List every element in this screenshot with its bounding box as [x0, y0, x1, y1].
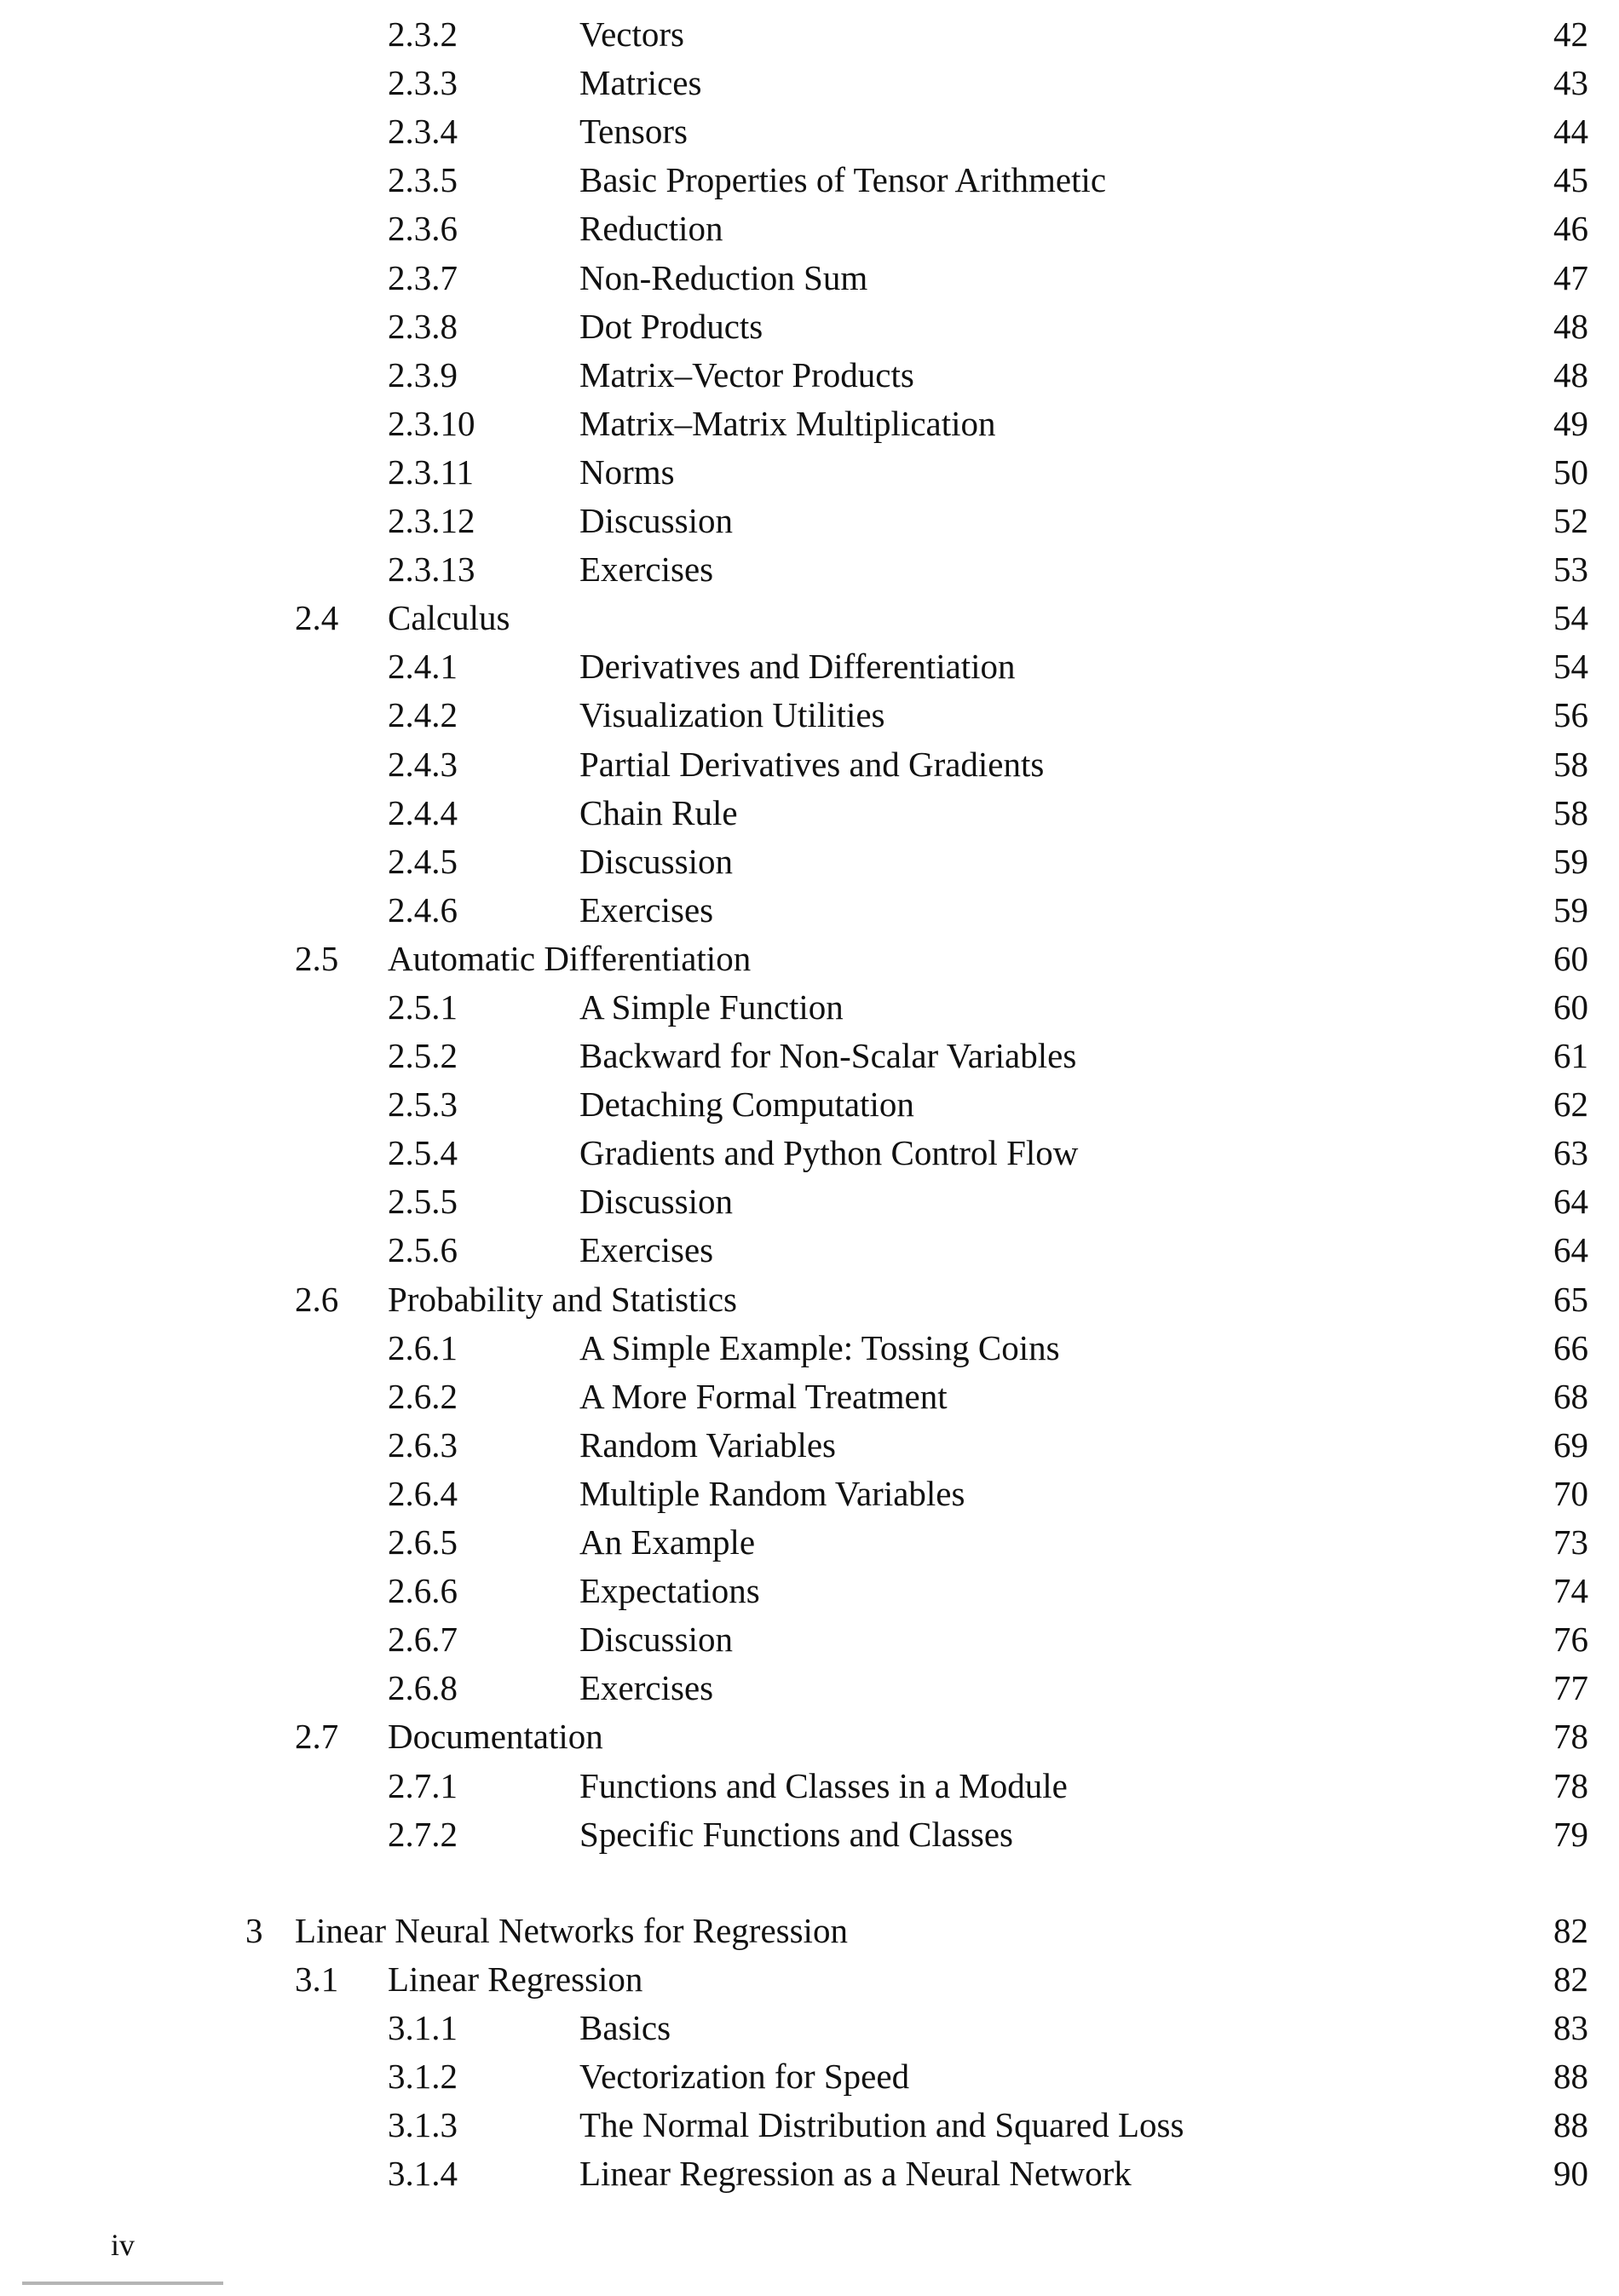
- toc-entry-number: 2.3.8: [388, 307, 458, 346]
- footer-rule: [22, 2282, 223, 2285]
- toc-entry-page: 88: [1553, 2057, 1588, 2096]
- toc-subsection-entry[interactable]: [0, 1226, 1619, 1275]
- toc-entry-title: Tensors: [579, 112, 688, 151]
- toc-subsection-entry[interactable]: [0, 2052, 1619, 2101]
- toc-entry-page: 47: [1553, 258, 1588, 297]
- toc-entry-page: 58: [1553, 793, 1588, 832]
- toc-entry-title: Discussion: [579, 1182, 733, 1221]
- toc-entry-page: 52: [1553, 501, 1588, 540]
- toc-subsection-entry[interactable]: [0, 400, 1619, 448]
- toc-entry-title: Basics: [579, 2008, 671, 2047]
- toc-entry-page: 60: [1553, 939, 1588, 978]
- toc-entry-number: 2.6.8: [388, 1668, 458, 1707]
- toc-entry-number: 2.4.6: [388, 890, 458, 929]
- toc-subsection-entry[interactable]: [0, 351, 1619, 400]
- toc-section-entry[interactable]: [0, 1955, 1619, 2004]
- toc-entry-title: Exercises: [579, 1668, 714, 1707]
- toc-entry-number: 3.1.3: [388, 2105, 458, 2144]
- toc-entry-page: 46: [1553, 209, 1588, 248]
- toc-subsection-entry[interactable]: [0, 2149, 1619, 2198]
- toc-entry-page: 66: [1553, 1328, 1588, 1367]
- toc-entry-title: Matrices: [579, 63, 702, 102]
- toc-entry-title: Specific Functions and Classes: [579, 1815, 1014, 1854]
- toc-entry-title: Discussion: [579, 501, 733, 540]
- toc-subsection-entry[interactable]: [0, 1080, 1619, 1129]
- toc-entry-number: 2.6.5: [388, 1522, 458, 1562]
- toc-entry-number: 2.6.2: [388, 1377, 458, 1416]
- toc-section-entry[interactable]: [0, 594, 1619, 642]
- toc-section-entry[interactable]: [0, 935, 1619, 983]
- toc-entry-number: 3.1.2: [388, 2057, 458, 2096]
- toc-entry-title: Vectorization for Speed: [579, 2057, 910, 2096]
- toc-entry-page: 59: [1553, 842, 1588, 881]
- toc-subsection-entry[interactable]: [0, 1177, 1619, 1226]
- toc-entry-title: Discussion: [579, 842, 733, 881]
- toc-section-entry[interactable]: [0, 1275, 1619, 1324]
- toc-entry-title: Multiple Random Variables: [579, 1474, 965, 1513]
- toc-entry-page: 76: [1553, 1620, 1588, 1659]
- toc-entry-title: Linear Neural Networks for Regression: [295, 1911, 848, 1950]
- toc-entry-page: 78: [1553, 1717, 1588, 1756]
- toc-entry-title: A More Formal Treatment: [579, 1377, 948, 1416]
- toc-entry-page: 82: [1553, 1911, 1588, 1950]
- toc-entry-page: 58: [1553, 745, 1588, 784]
- toc-entry-number: 2.3.12: [388, 501, 475, 540]
- toc-entry-title: Discussion: [579, 1620, 733, 1659]
- toc-entry-number: 2.3.13: [388, 550, 475, 589]
- toc-subsection-entry[interactable]: [0, 302, 1619, 351]
- toc-entry-number: 2.5: [295, 939, 339, 978]
- toc-entry-page: 82: [1553, 1959, 1588, 1999]
- toc-subsection-entry[interactable]: [0, 1129, 1619, 1177]
- toc-entry-number: 3.1.4: [388, 2154, 458, 2193]
- toc-subsection-entry[interactable]: [0, 1664, 1619, 1712]
- toc-subsection-entry[interactable]: [0, 1372, 1619, 1421]
- toc-entry-number: 2.5.4: [388, 1133, 458, 1172]
- toc-entry-title: Calculus: [388, 598, 510, 637]
- toc-subsection-entry[interactable]: [0, 1518, 1619, 1567]
- toc-entry-page: 70: [1553, 1474, 1588, 1513]
- toc-subsection-entry[interactable]: [0, 1567, 1619, 1615]
- toc-entry-page: 77: [1553, 1668, 1588, 1707]
- toc-entry-number: 2.3.6: [388, 209, 458, 248]
- toc-subsection-entry[interactable]: [0, 1615, 1619, 1664]
- toc-entry-page: 60: [1553, 987, 1588, 1027]
- toc-entry-title: Exercises: [579, 550, 714, 589]
- toc-subsection-entry[interactable]: [0, 1421, 1619, 1470]
- toc-entry-page: 74: [1553, 1571, 1588, 1610]
- toc-entry-page: 56: [1553, 695, 1588, 734]
- toc-entry-title: The Normal Distribution and Squared Loss: [579, 2105, 1184, 2144]
- toc-entry-title: Reduction: [579, 209, 723, 248]
- toc-entry-number: 2.3.4: [388, 112, 458, 151]
- toc-entry-number: 2.6.6: [388, 1571, 458, 1610]
- toc-chapter-entry[interactable]: [0, 1907, 1619, 1955]
- toc-entry-number: 2.5.6: [388, 1230, 458, 1269]
- toc-entry-number: 2.6: [295, 1280, 339, 1319]
- toc-entry-number: 2.4: [295, 598, 339, 637]
- toc-entry-number: 2.4.4: [388, 793, 458, 832]
- toc-subsection-entry[interactable]: [0, 10, 1619, 59]
- toc-subsection-entry[interactable]: [0, 448, 1619, 497]
- toc-entry-title: Functions and Classes in a Module: [579, 1766, 1068, 1805]
- toc-entry-title: Derivatives and Differentiation: [579, 647, 1016, 686]
- toc-subsection-entry[interactable]: [0, 107, 1619, 156]
- toc-entry-title: Detaching Computation: [579, 1085, 914, 1124]
- toc-entry-number: 2.5.2: [388, 1036, 458, 1075]
- toc-entry-title: A Simple Example: Tossing Coins: [579, 1328, 1060, 1367]
- toc-subsection-entry[interactable]: [0, 59, 1619, 107]
- toc-entry-page: 43: [1553, 63, 1588, 102]
- toc-entry-page: 48: [1553, 355, 1588, 394]
- toc-entry-page: 73: [1553, 1522, 1588, 1562]
- toc-entry-page: 45: [1553, 160, 1588, 199]
- toc-subsection-entry[interactable]: [0, 545, 1619, 594]
- toc-entry-number: 2.3.10: [388, 404, 475, 443]
- toc-entry-title: Random Variables: [579, 1425, 836, 1464]
- toc-entry-page: 64: [1553, 1230, 1588, 1269]
- toc-subsection-entry[interactable]: [0, 1032, 1619, 1080]
- toc-entry-number: 2.4.1: [388, 647, 458, 686]
- toc-entry-title: Visualization Utilities: [579, 695, 885, 734]
- toc-entry-title: Partial Derivatives and Gradients: [579, 745, 1045, 784]
- toc-entry-page: 59: [1553, 890, 1588, 929]
- toc-entry-number: 2.4.5: [388, 842, 458, 881]
- toc-subsection-entry[interactable]: [0, 886, 1619, 935]
- toc-entry-number: 2.5.3: [388, 1085, 458, 1124]
- toc-entry-page: 78: [1553, 1766, 1588, 1805]
- toc-entry-title: Exercises: [579, 1230, 714, 1269]
- toc-entry-number: 2.3.5: [388, 160, 458, 199]
- toc-entry-title: Matrix–Vector Products: [579, 355, 914, 394]
- toc-subsection-entry[interactable]: [0, 837, 1619, 886]
- toc-entry-title: Expectations: [579, 1571, 760, 1610]
- toc-subsection-entry[interactable]: [0, 2004, 1619, 2052]
- toc-entry-number: 2.5.1: [388, 987, 458, 1027]
- toc-entry-number: 2.6.4: [388, 1474, 458, 1513]
- toc-entry-title: Chain Rule: [579, 793, 738, 832]
- toc-entry-number: 2.7: [295, 1717, 339, 1756]
- toc-entry-page: 90: [1553, 2154, 1588, 2193]
- toc-entry-number: 2.4.3: [388, 745, 458, 784]
- toc-entry-number: 2.7.2: [388, 1815, 458, 1854]
- toc-entry-page: 64: [1553, 1182, 1588, 1221]
- toc-entry-page: 69: [1553, 1425, 1588, 1464]
- toc-entry-number: 2.3.11: [388, 452, 474, 492]
- toc-entry-page: 48: [1553, 307, 1588, 346]
- toc-subsection-entry[interactable]: [0, 156, 1619, 204]
- toc-entry-title: Gradients and Python Control Flow: [579, 1133, 1079, 1172]
- toc-subsection-entry[interactable]: [0, 1762, 1619, 1810]
- toc-entry-page: 63: [1553, 1133, 1588, 1172]
- toc-entry-number: 2.3.9: [388, 355, 458, 394]
- toc-entry-page: 79: [1553, 1815, 1588, 1854]
- toc-entry-title: Non-Reduction Sum: [579, 258, 868, 297]
- toc-entry-title: Automatic Differentiation: [388, 939, 752, 978]
- toc-entry-page: 44: [1553, 112, 1588, 151]
- toc-entry-page: 62: [1553, 1085, 1588, 1124]
- toc-entry-title: Backward for Non-Scalar Variables: [579, 1036, 1077, 1075]
- toc-entry-title: Vectors: [579, 14, 684, 54]
- toc-entry-number: 2.4.2: [388, 695, 458, 734]
- toc-subsection-entry[interactable]: [0, 1810, 1619, 1859]
- toc-entry-page: 54: [1553, 598, 1588, 637]
- toc-entry-title: Linear Regression: [388, 1959, 643, 1999]
- toc-subsection-entry[interactable]: [0, 1324, 1619, 1372]
- toc-entry-title: An Example: [579, 1522, 756, 1562]
- toc-entry-number: 3.1: [295, 1959, 339, 1999]
- toc-entry-title: Linear Regression as a Neural Network: [579, 2154, 1132, 2193]
- toc-entry-title: Documentation: [388, 1717, 603, 1756]
- toc-subsection-entry[interactable]: [0, 204, 1619, 253]
- toc-entry-title: Exercises: [579, 890, 714, 929]
- toc-entry-page: 53: [1553, 550, 1588, 589]
- toc-entry-number: 3: [245, 1911, 263, 1950]
- toc-entry-page: 50: [1553, 452, 1588, 492]
- toc-entry-page: 42: [1553, 14, 1588, 54]
- toc-entry-number: 3.1.1: [388, 2008, 458, 2047]
- toc-subsection-entry[interactable]: [0, 740, 1619, 789]
- toc-entry-number: 2.3.7: [388, 258, 458, 297]
- toc-entry-page: 61: [1553, 1036, 1588, 1075]
- toc-entry-page: 54: [1553, 647, 1588, 686]
- page-number: iv: [111, 2228, 135, 2262]
- toc-entry-number: 2.3.2: [388, 14, 458, 54]
- toc-entry-title: Basic Properties of Tensor Arithmetic: [579, 160, 1107, 199]
- toc-subsection-entry[interactable]: [0, 691, 1619, 739]
- toc-entry-title: A Simple Function: [579, 987, 844, 1027]
- toc-entry-number: 2.5.5: [388, 1182, 458, 1221]
- toc-entry-page: 65: [1553, 1280, 1588, 1319]
- toc-subsection-entry[interactable]: [0, 497, 1619, 545]
- toc-entry-number: 2.6.7: [388, 1620, 458, 1659]
- toc-entry-title: Norms: [579, 452, 675, 492]
- toc-subsection-entry[interactable]: [0, 789, 1619, 837]
- toc-subsection-entry[interactable]: [0, 1470, 1619, 1518]
- toc-subsection-entry[interactable]: [0, 2101, 1619, 2149]
- toc-section-entry[interactable]: [0, 1712, 1619, 1761]
- toc-entry-title: Matrix–Matrix Multiplication: [579, 404, 996, 443]
- toc-entry-page: 49: [1553, 404, 1588, 443]
- toc-subsection-entry[interactable]: [0, 983, 1619, 1032]
- toc-entry-number: 2.7.1: [388, 1766, 458, 1805]
- toc-entry-number: 2.6.1: [388, 1328, 458, 1367]
- toc-entry-title: Dot Products: [579, 307, 763, 346]
- toc-entry-page: 83: [1553, 2008, 1588, 2047]
- toc-entry-title: Probability and Statistics: [388, 1280, 737, 1319]
- toc-entry-page: 68: [1553, 1377, 1588, 1416]
- toc-entry-page: 88: [1553, 2105, 1588, 2144]
- toc-entry-number: 2.6.3: [388, 1425, 458, 1464]
- toc-subsection-entry[interactable]: [0, 254, 1619, 302]
- toc-entry-number: 2.3.3: [388, 63, 458, 102]
- toc-subsection-entry[interactable]: [0, 642, 1619, 691]
